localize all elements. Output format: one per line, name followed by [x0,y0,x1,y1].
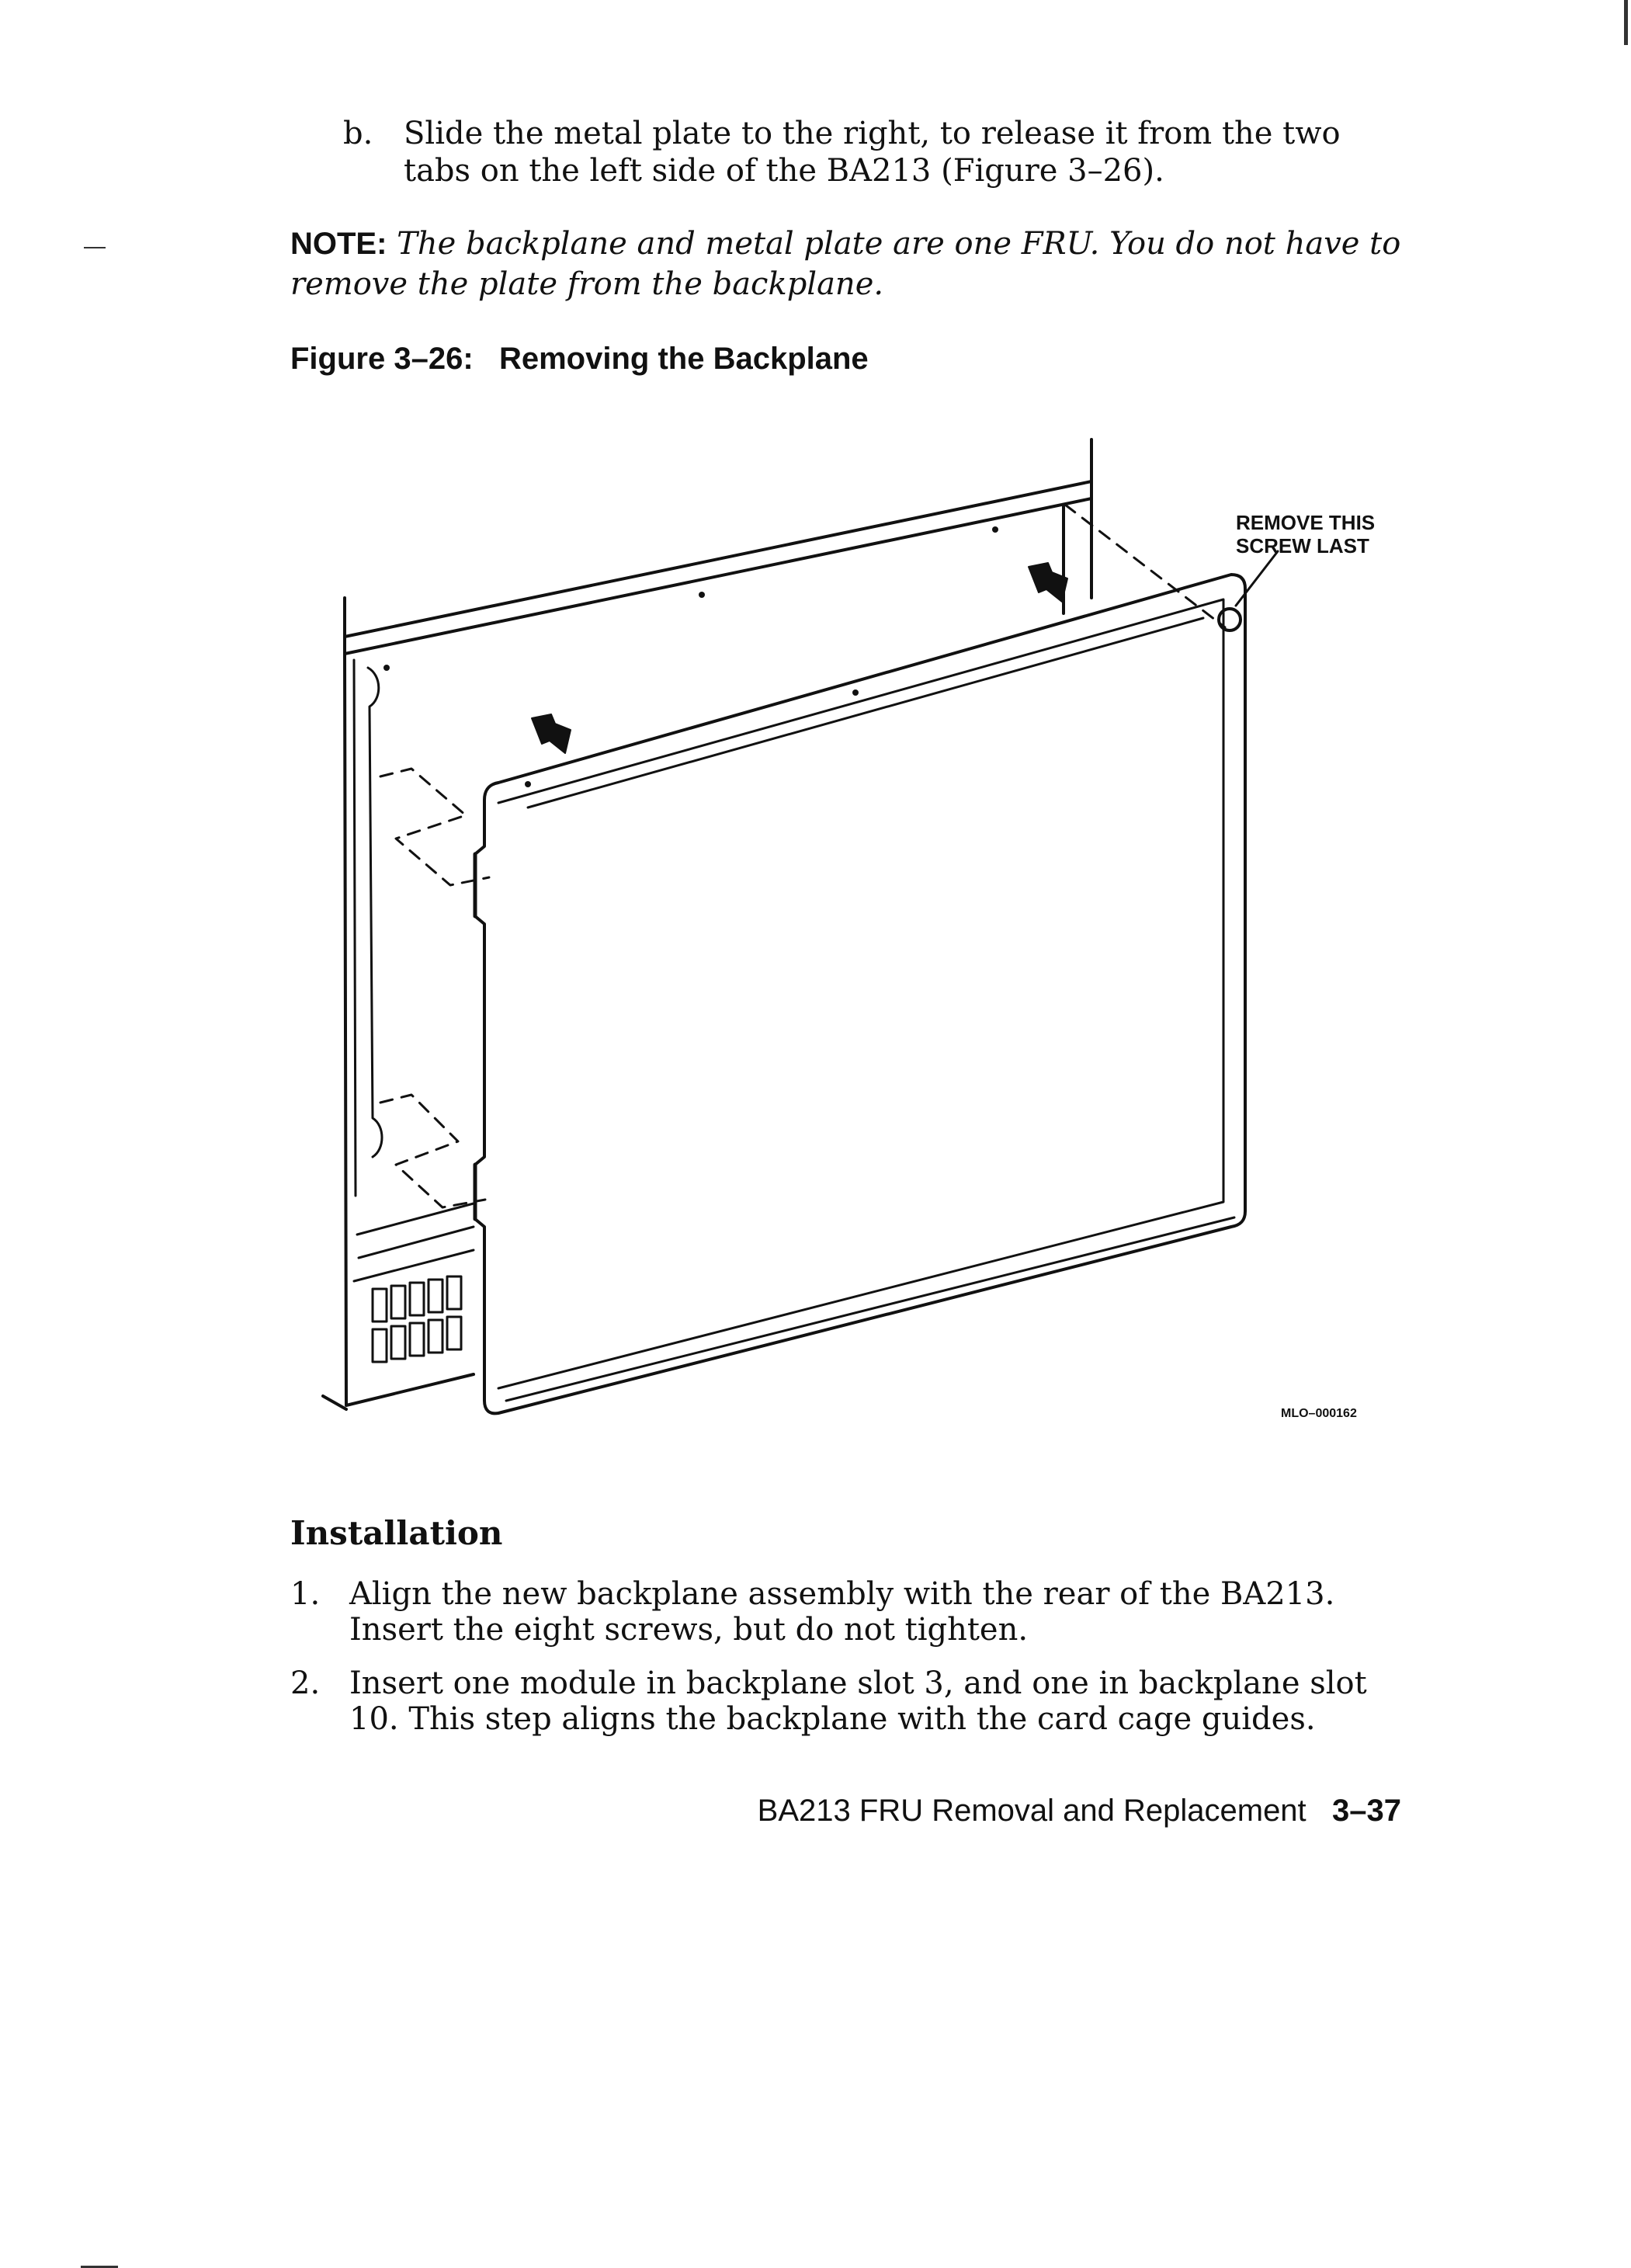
item-number: 1. [290,1576,321,1612]
slide-arrow-icon [532,714,571,753]
callout-label [1236,511,1375,557]
screw-guide-line [1065,505,1225,627]
step-marker: b. [343,116,373,151]
footer-title: BA213 FRU Removal and Replacement [757,1794,1307,1828]
callout-line-2: SCREW LAST [1236,534,1369,557]
note [290,224,1408,304]
tab-guides [380,505,1225,1207]
note-text: The backplane and metal plate are one FRU. You do not have to remove the plate from the backplane. [290,226,1401,302]
margin-mark [84,247,106,248]
vent-grille [373,1276,461,1362]
callout-line-1: REMOVE THIS [1236,511,1376,534]
backplane-illustration [295,419,1428,1429]
page-footer [758,1794,1401,1829]
figure-caption: Figure 3–26: Removing the Backplane [290,342,869,376]
section-heading: Installation [290,1514,503,1552]
margin-mark [1624,0,1628,45]
figure-id: MLO–000162 [1281,1407,1357,1420]
note-label: NOTE: [290,227,387,261]
page-number: 3–37 [1332,1794,1401,1828]
slide-arrow-icon [1029,563,1067,602]
step-text: Slide the metal plate to the right, to release it from the two tabs on the left side of the BA213 (Figure 3–26). [404,116,1341,189]
item-number: 2. [290,1665,321,1701]
enclosure-top-rail [345,481,1091,654]
screw [1219,609,1241,630]
item-text: Align the new backplane assembly with the rear of the BA213. Insert the eight screws, but do not tighten. [349,1576,1335,1648]
item-text: Insert one module in backplane slot 3, and one in backplane slot 10. This step aligns the backplane with the card cage guides. [349,1665,1367,1737]
